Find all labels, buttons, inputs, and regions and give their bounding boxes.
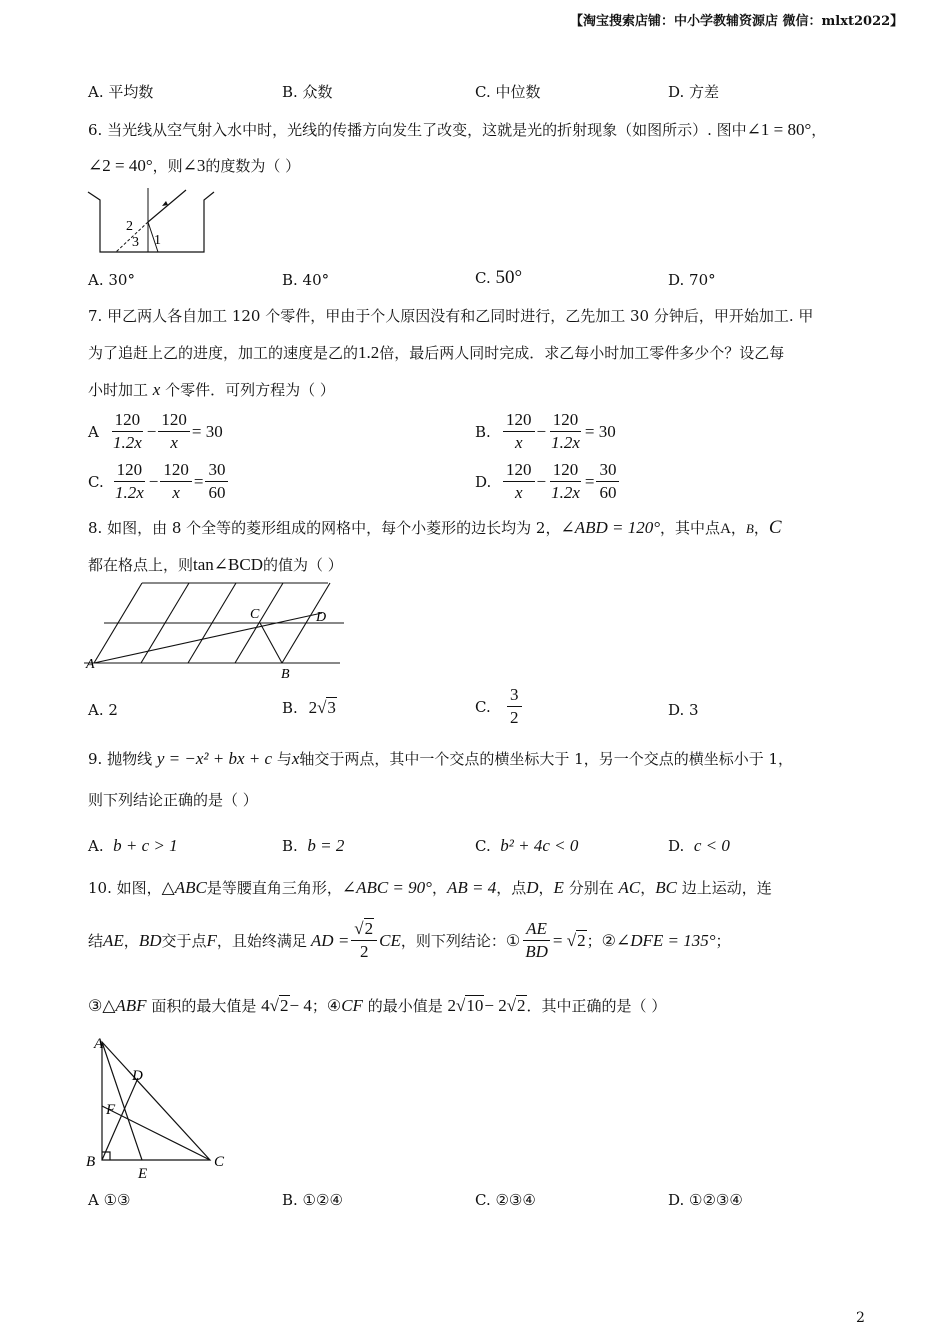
q8-option-c: C. $\frac{3}{2}$ xyxy=(475,684,524,729)
header-shop-text: 【淘宝搜索店铺：中小学教辅资源店 微信：mlxt2022】 xyxy=(570,14,904,29)
q8-option-d: D. 3 xyxy=(668,701,699,719)
q10-label-A: A xyxy=(94,1036,104,1052)
q6-label-1: 1 xyxy=(154,233,161,248)
q8-rhombus-grid-figure xyxy=(84,580,344,680)
q6-option-c: C. 50° xyxy=(475,267,523,288)
q8-option-b: B. 2√3 xyxy=(282,698,336,717)
q7-line3: 小时加工 x 个零件．可列方程为（ ） xyxy=(88,380,335,399)
q8-line1: 8. 如图，由 8 个全等的菱形组成的网格中，每个小菱形的边长均为 2，∠ABD = 120°，其中点A，B，C xyxy=(88,517,782,538)
q6-line1: 6. 当光线从空气射入水中时，光线的传播方向发生了改变，这就是光的折射现象（如图所示）. 图中∠1 = 80°， xyxy=(88,120,827,139)
q6-label-2: 2 xyxy=(126,219,133,234)
q7-option-a: A $\frac{120}{1.2x}$ − $\frac{120}{x}$ = 30 xyxy=(88,410,223,452)
q10-option-b: B. ①②④ xyxy=(282,1191,343,1209)
q8-label-D: D xyxy=(316,610,327,625)
page-number: 2 xyxy=(856,1310,865,1326)
q9-line2: 则下列结论正确的是（ ） xyxy=(88,791,258,809)
q7-line1: 7. 甲乙两人各自加工 120 个零件，甲由于个人原因没有和乙同时进行，乙先加工 30 分钟后，甲开始加工. 甲 xyxy=(88,307,814,325)
q6-option-a: A. 30° xyxy=(88,271,135,289)
q5-option-c: C. 中位数 xyxy=(475,83,541,101)
q6-line2: ∠2 = 40°，则∠3的度数为（ ） xyxy=(88,156,301,175)
q8-option-a: A. 2 xyxy=(88,701,118,719)
q7-line2: 为了追赶上乙的进度，加工的速度是乙的1.2倍，最后两人同时完成．求乙每小时加工零件多少个？设乙每 xyxy=(88,343,785,362)
q9-option-a: A. b + c > 1 xyxy=(88,836,178,855)
q10-option-d: D. ①②③④ xyxy=(668,1191,743,1209)
q8-line2: 都在格点上，则tan∠BCD的值为（ ） xyxy=(88,555,343,574)
q5-option-a: A. 平均数 xyxy=(88,83,154,101)
q6-option-d: D. 70° xyxy=(668,271,716,289)
q10-line1: 10. 如图，△ABC是等腰直角三角形，∠ABC = 90°，AB = 4，点D，E 分别在 AC，BC 边上运动，连 xyxy=(88,878,772,897)
q10-option-c: C. ②③④ xyxy=(475,1191,536,1209)
q10-label-E: E xyxy=(138,1166,148,1182)
q10-line2: 结 AE ， BD 交于点 F ，且始终满足 AD = $\frac{√2}{2}$ CE ，则下列结论： ① $\frac{AE}{BD}$ = √ 2 ； ② ∠DFE = 135° ； xyxy=(88,919,731,961)
q7-option-b: B. $\frac{120}{x}$ − $\frac{120}{1.2x}$ = 30 xyxy=(475,410,616,452)
q10-line3: ③△ABF 面积的最大值是 4√2− 4；④CF 的最小值是 2√10− 2√2．其中正确的是（ ） xyxy=(88,996,667,1015)
q8-label-B: B xyxy=(281,667,290,680)
q6-label-3: 3 xyxy=(132,235,139,250)
q5-option-d: D. 方差 xyxy=(668,83,720,101)
q10-option-a: A ①③ xyxy=(88,1191,131,1209)
q7-option-c: C. $\frac{120}{1.2x}$ − $\frac{120}{x}$ = $\frac{30}{60}$ xyxy=(88,459,230,504)
q10-label-D: D xyxy=(132,1068,143,1084)
q6-refraction-figure xyxy=(86,186,216,258)
q6-option-b: B. 40° xyxy=(282,271,330,289)
q10-label-F: F xyxy=(106,1102,116,1118)
q7-option-d: D. $\frac{120}{x}$ − $\frac{120}{1.2x}$ = $\frac{30}{60}$ xyxy=(475,459,621,504)
q9-option-b: B. b = 2 xyxy=(282,836,345,855)
q10-label-B: B xyxy=(86,1154,96,1170)
q8-label-C: C xyxy=(250,607,260,622)
q10-triangle-figure xyxy=(80,1030,240,1182)
q10-label-C: C xyxy=(214,1154,225,1170)
q9-option-c: C. b² + 4c < 0 xyxy=(475,836,579,855)
q5-option-b: B. 众数 xyxy=(282,83,333,101)
q9-option-d: D. c < 0 xyxy=(668,836,730,855)
q9-line1: 9. 抛物线 y = −x² + bx + c 与x轴交于两点，其中一个交点的横坐标大于 1，另一个交点的横坐标小于 1， xyxy=(88,749,794,768)
q8-label-A: A xyxy=(86,657,95,672)
